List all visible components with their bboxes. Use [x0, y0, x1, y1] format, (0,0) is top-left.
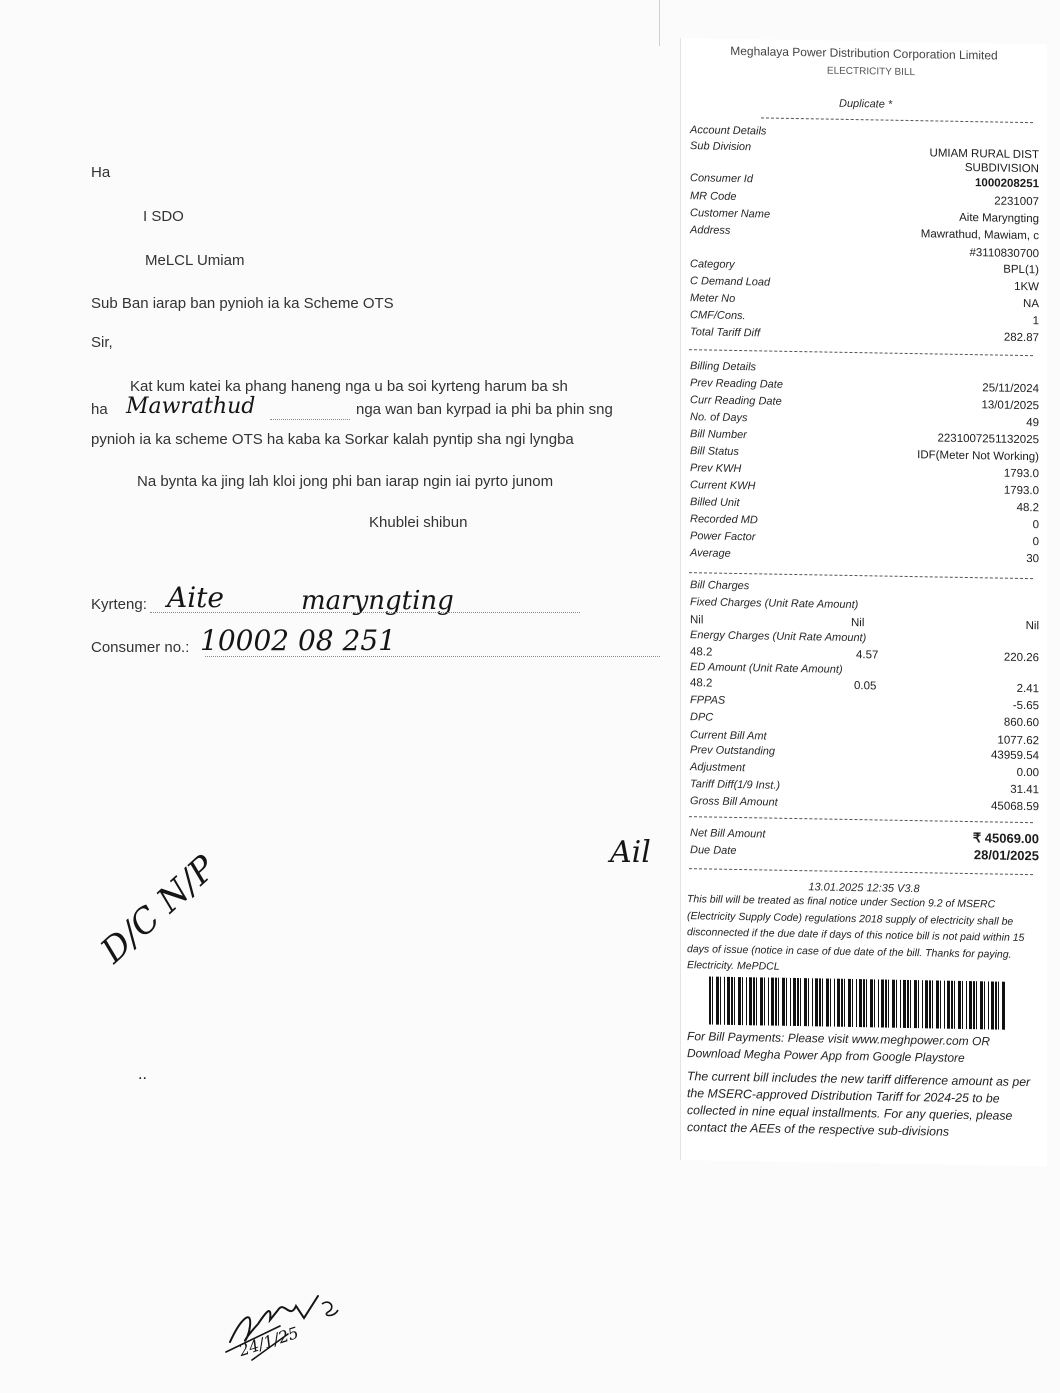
cmf-label: CMF/Cons. — [690, 309, 746, 323]
body-line-3: pynioh ia ka scheme OTS ha kaba ka Sorkar kalah pyntip sha ngi lyngba — [91, 431, 574, 448]
address-label: Address — [690, 224, 731, 237]
energy-charges-rate: 4.57 — [856, 649, 879, 662]
ed-amount-unit: 48.2 — [690, 677, 713, 690]
energy-charges-label: Energy Charges (Unit Rate Amount) — [690, 629, 867, 645]
average-row — [681, 546, 1047, 566]
total-tariff-diff-row — [681, 325, 1047, 345]
bill-status-value: IDF(Meter Not Working) — [917, 449, 1039, 464]
billed-unit-value: 48.2 — [1016, 501, 1039, 515]
consumer-number-label: Consumer no.: — [91, 639, 190, 656]
dpc-value: 860.60 — [1003, 716, 1039, 730]
prev-outstanding-value: 43959.54 — [991, 749, 1039, 763]
handwritten-village: Mawrathud — [126, 394, 256, 419]
body-line-1: Kat kum katei ka phang haneng nga u ba soi kyrteng harum ba sh — [130, 378, 568, 395]
name-label: Kyrteng: — [91, 596, 147, 613]
body-line-2-rest: nga wan ban kyrpad ia phi ba phin sng — [356, 401, 613, 418]
recipient-office: MeLCL Umiam — [145, 252, 245, 269]
mr-code-label: MR Code — [690, 190, 737, 203]
gross-amount-row — [681, 794, 1047, 814]
fppas-value: -5.65 — [1012, 699, 1039, 713]
fixed-charges-rate: Nil — [851, 616, 865, 630]
current-kwh-label: Current KWH — [690, 479, 756, 493]
dpc-row — [681, 710, 1047, 730]
fixed-charges-label: Fixed Charges (Unit Rate Amount) — [690, 596, 859, 612]
fppas-label: FPPAS — [690, 694, 726, 707]
tariff-note: The current bill includes the new tariff difference amount as per the MSERC-approved Distribution Tariff for 2024-25 to be collected in nine equal installments. For any queries, please contact the AEEs of the respective sub-divisions — [687, 1069, 1031, 1139]
total-tariff-diff-value: 282.87 — [1003, 331, 1039, 345]
power-factor-label: Power Factor — [690, 530, 756, 544]
demand-load-value: 1KW — [1014, 280, 1039, 294]
average-label: Average — [690, 547, 731, 560]
ed-amount-label: ED Amount (Unit Rate Amount) — [690, 661, 843, 676]
adjustment-value: 0.00 — [1016, 766, 1039, 780]
dpc-label: DPC — [690, 711, 714, 724]
divider — [761, 117, 1033, 123]
copy-type: Duplicate * — [839, 97, 893, 111]
signature-date: 24/1/25 — [236, 1322, 301, 1361]
prev-reading-date-value: 25/11/2024 — [982, 382, 1039, 396]
tariff-diff-inst-label: Tariff Diff(1/9 Inst.) — [690, 778, 781, 792]
divider — [689, 816, 1033, 823]
power-factor-value: 0 — [1032, 536, 1039, 549]
body-line-4: Na bynta ka jing lah kloi jong phi ban iarap ngin iai pyrto junom — [137, 473, 554, 490]
recorded-md-value: 0 — [1032, 519, 1039, 532]
current-kwh-value: 1793.0 — [1003, 484, 1039, 498]
village-fill-line — [270, 419, 350, 420]
disconnection-notice: This bill will be treated as final notice under Section 9.2 of MSERC (Electricity Supply Code) regulations 2018 supply of electricity shall be disconnected if the due date if days of this notice bill is not paid within 15 days of issue (notice in case of due date of the bill. Thanks for paying. Electricity. MePDCL — [687, 893, 1025, 973]
net-amount-label: Net Bill Amount — [690, 827, 766, 841]
category-value: BPL(1) — [1003, 263, 1039, 277]
curr-reading-date-label: Curr Reading Date — [690, 394, 782, 408]
handwritten-first-name: Aite — [167, 581, 224, 614]
billed-unit-label: Billed Unit — [690, 496, 740, 510]
bill-number-value: 2231007251132025 — [937, 432, 1039, 447]
body-line-2-lead: ha — [91, 401, 108, 418]
consumer-number-fill-line — [205, 656, 660, 657]
prev-kwh-value: 1793.0 — [1003, 467, 1039, 481]
current-bill-value: 1077.62 — [997, 734, 1039, 748]
current-bill-label: Current Bill Amt — [690, 729, 767, 743]
energy-charges-unit: 48.2 — [690, 646, 713, 659]
billing-heading: Billing Details — [690, 360, 757, 374]
gross-amount-value: 45068.59 — [991, 800, 1039, 814]
payment-info: For Bill Payments: Please visit www.meghpower.com OR Download Megha Power App from Google Playstore — [687, 1029, 990, 1065]
consumer-id-label: Consumer Id — [690, 172, 753, 186]
ed-amount-rate: 0.05 — [854, 680, 877, 693]
handwritten-consumer-number: 10002 08 251 — [200, 624, 396, 657]
customer-name-value: Aite Maryngting — [959, 211, 1039, 226]
adjustment-label: Adjustment — [690, 761, 746, 775]
fixed-charges-heading-row — [681, 595, 1047, 615]
prev-reading-date-label: Prev Reading Date — [690, 377, 783, 391]
divider — [689, 349, 1033, 356]
average-value: 30 — [1026, 553, 1039, 566]
prev-kwh-label: Prev KWH — [690, 462, 742, 476]
receipt-paper-edge — [659, 0, 660, 46]
ed-amount-amount: 2.41 — [1016, 682, 1039, 696]
stray-marks: .. — [138, 1067, 147, 1083]
tariff-diff-inst-value: 31.41 — [1010, 783, 1039, 797]
signature-flourish — [322, 1302, 338, 1315]
meter-no-label: Meter No — [690, 292, 736, 305]
total-tariff-diff-label: Total Tariff Diff — [690, 326, 761, 340]
consumer-id-value: 1000208251 — [975, 177, 1039, 191]
meter-no-value: NA — [1023, 297, 1039, 311]
bill-status-label: Bill Status — [690, 445, 739, 459]
bill-number-label: Bill Number — [690, 428, 747, 442]
net-amount-value: ₹ 45069.00 — [972, 830, 1039, 847]
prev-outstanding-label: Prev Outstanding — [690, 744, 775, 758]
letter-closing: Khublei shibun — [369, 514, 468, 531]
recipient-title: I SDO — [143, 208, 184, 225]
days-value: 49 — [1026, 417, 1039, 430]
handwritten-last-name: maryngting — [301, 586, 454, 616]
account-heading: Account Details — [690, 124, 767, 138]
letter-greeting: Sir, — [91, 334, 113, 351]
days-label: No. of Days — [690, 411, 748, 425]
sub-division-value-2: SUBDIVISION — [964, 161, 1039, 176]
address-value-1: Mawrathud, Mawiam, c — [920, 228, 1039, 243]
curr-reading-date-value: 13/01/2025 — [981, 399, 1039, 413]
letter-subject: Sub Ban iarap ban pynioh ia ka Scheme OTS — [91, 295, 394, 312]
address-value-2: #3110830700 — [969, 247, 1039, 261]
due-date-label: Due Date — [690, 844, 737, 857]
electricity-bill-receipt — [680, 38, 1047, 1166]
divider — [689, 868, 1033, 875]
category-label: Category — [690, 258, 735, 271]
handwritten-initials: Ail — [610, 835, 651, 870]
name-fill-line — [150, 612, 580, 613]
recorded-md-label: Recorded MD — [690, 513, 758, 527]
letter-to: Ha — [91, 164, 111, 181]
fixed-charges-unit: Nil — [690, 614, 704, 627]
sub-division-value-1: UMIAM RURAL DIST — [929, 147, 1039, 162]
customer-name-label: Customer Name — [690, 207, 771, 221]
barcode — [709, 977, 1006, 1030]
handwritten-margin-note: D/C N/P — [93, 848, 224, 972]
cmf-value: 1 — [1032, 315, 1039, 328]
address-row — [681, 223, 1047, 243]
due-date-value: 28/01/2025 — [973, 847, 1039, 864]
gross-amount-label: Gross Bill Amount — [690, 795, 778, 809]
fixed-charges-amount: Nil — [1025, 620, 1039, 633]
sub-division-label: Sub Division — [690, 140, 752, 154]
charges-heading: Bill Charges — [690, 579, 750, 593]
bill-title: ELECTRICITY BILL — [826, 65, 916, 79]
demand-load-label: C Demand Load — [690, 275, 771, 289]
printed-timestamp: 13.01.2025 12:35 V3.8 — [808, 881, 920, 896]
energy-charges-amount: 220.26 — [1003, 651, 1039, 665]
company-name: Meghalaya Power Distribution Corporation Limited — [730, 43, 998, 63]
mr-code-value: 2231007 — [994, 195, 1039, 209]
